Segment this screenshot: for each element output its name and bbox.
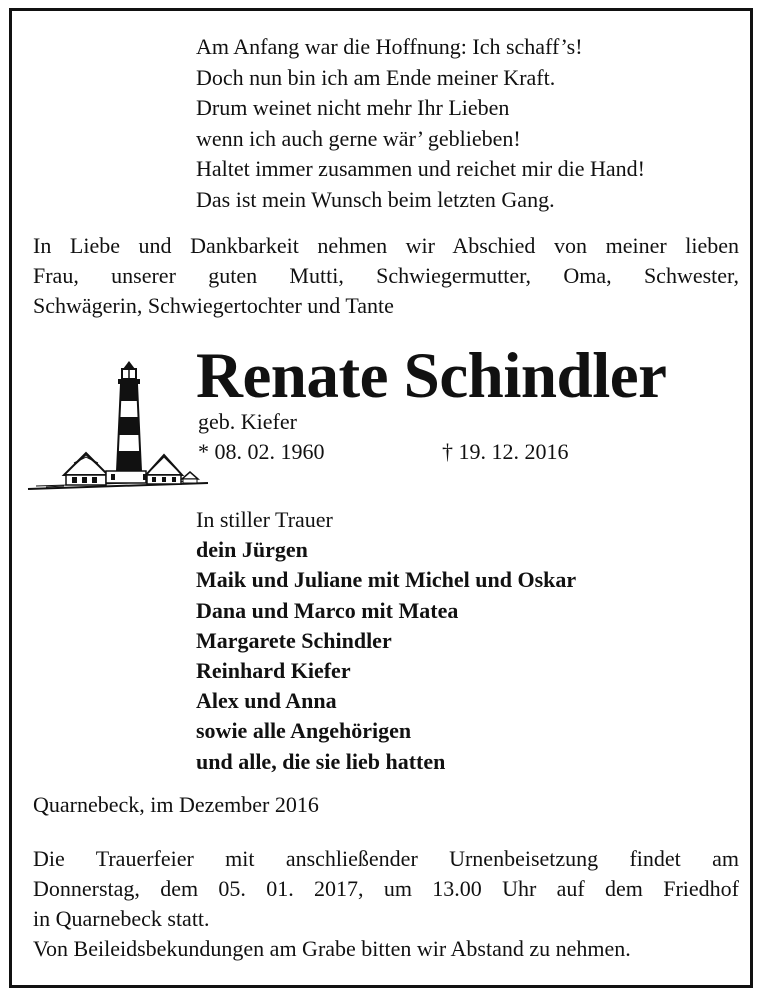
mourner-name: und alle, die sie lieb hatten bbox=[196, 748, 446, 774]
deceased-name: Renate Schindler bbox=[196, 340, 667, 412]
mourner-name: Reinhard Kiefer bbox=[196, 658, 351, 684]
mourner-name: Maik und Juliane mit Michel und Oskar bbox=[196, 567, 577, 593]
poem-line: Haltet immer zusammen und reichet mir die Hand! bbox=[196, 156, 646, 181]
poem-line: Doch nun bin ich am Ende meiner Kraft. bbox=[196, 64, 556, 90]
poem-line: wenn ich auch gerne wär’ geblieben! bbox=[196, 125, 521, 151]
service-line: in Quarnebeck statt. bbox=[33, 906, 210, 931]
mourner-name: dein Jürgen bbox=[196, 537, 308, 563]
mourner-name: Alex und Anna bbox=[196, 688, 337, 714]
service-info bbox=[33, 844, 739, 964]
service-line: Die Trauerfeier mit anschließender Urnenbeisetzung findet am bbox=[33, 846, 739, 871]
poem-line: Am Anfang war die Hoffnung: Ich schaff’s! bbox=[196, 34, 583, 59]
lighthouse-icon bbox=[26, 355, 210, 495]
mourners-intro: In stiller Trauer bbox=[196, 507, 333, 532]
poem-line: Drum weinet nicht mehr Ihr Lieben bbox=[196, 95, 510, 120]
service-line: Donnerstag, dem 05. 01. 2017, um 13.00 Uhr auf dem Friedhof bbox=[33, 876, 739, 901]
maiden-name: geb. Kiefer bbox=[198, 409, 297, 434]
farewell-line: Schwägerin, Schwiegertochter und Tante bbox=[33, 293, 394, 318]
mourner-name: Margarete Schindler bbox=[196, 627, 392, 653]
place-date: Quarnebeck, im Dezember 2016 bbox=[33, 792, 319, 817]
service-line: Von Beileidsbekundungen am Grabe bitten wir Abstand zu nehmen. bbox=[33, 936, 631, 961]
farewell-line: Frau, unserer guten Mutti, Schwiegermutter, Oma, Schwester, bbox=[33, 263, 739, 288]
farewell-line: In Liebe und Dankbarkeit nehmen wir Abschied von meiner lieben bbox=[33, 233, 739, 258]
death-date: † 19. 12. 2016 bbox=[442, 439, 569, 464]
poem bbox=[196, 32, 645, 215]
poem-line: Das ist mein Wunsch beim letzten Gang. bbox=[196, 186, 555, 212]
birth-date: * 08. 02. 1960 bbox=[198, 439, 325, 464]
farewell-text bbox=[33, 231, 739, 321]
mourner-name: Dana und Marco mit Matea bbox=[196, 597, 459, 623]
mourner-name: sowie alle Angehörigen bbox=[196, 718, 412, 744]
mourners-list bbox=[196, 505, 576, 777]
